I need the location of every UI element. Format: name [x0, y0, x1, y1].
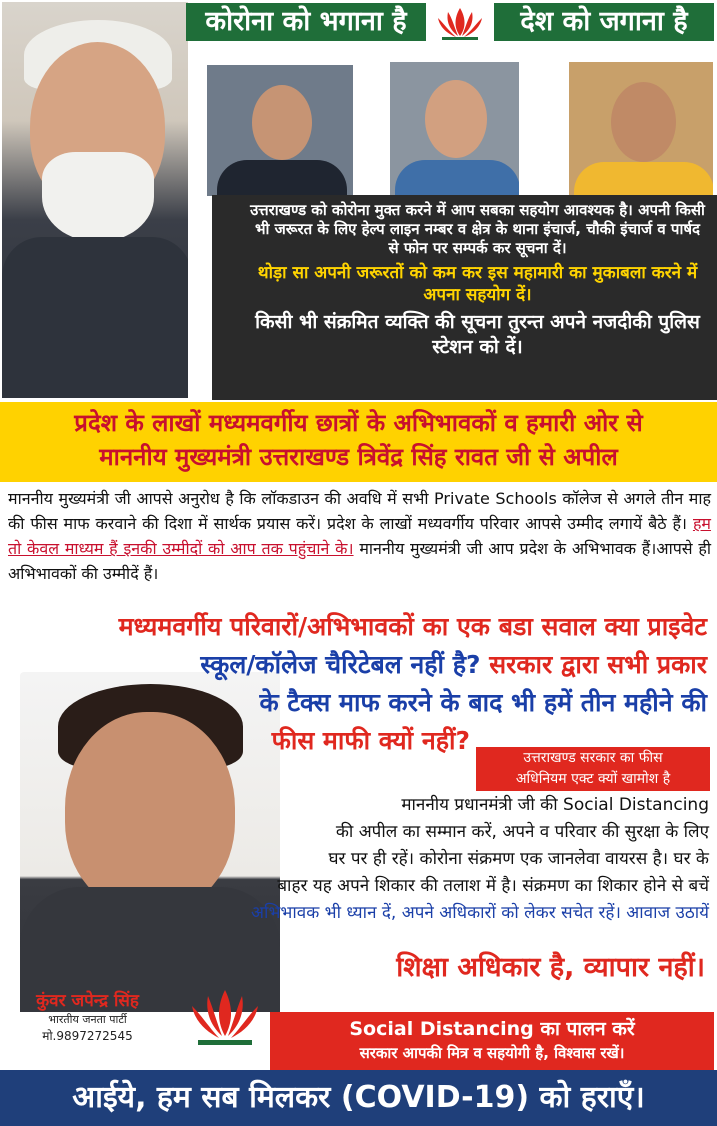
candidate-name: कुंवर जपेन्द्र सिंह — [36, 991, 139, 1011]
message-line-1: उत्तराखण्ड को कोरोना मुक्त करने में आप सबका सहयोग आवश्यक है। अपनी किसी भी जरूरत के लिए हेल्प लाइन नम्बर व क्षेत्र के थाना इंचार्ज, चौकी इंचार्ज व पार्षद से फोन पर सम्पर्क कर सूचना दें। — [250, 201, 705, 257]
distancing-line-2: की अपील का सम्मान करें, अपने व परिवार की सुरक्षा के लिए — [335, 822, 709, 842]
redbox-line-2: सरकार आपकी मित्र व सहयोगी है, विश्वास रखें। — [359, 1044, 625, 1062]
question-line-3: के टैक्स माफ करने के बाद भी हमें तीन महीने की — [259, 688, 707, 717]
headline-band — [0, 402, 717, 482]
footer-banner: आईये, हम सब मिलकर (COVID-19) को हराएँ। — [0, 1070, 717, 1126]
appeal-paragraph — [8, 486, 711, 606]
leader-photo-1 — [205, 63, 355, 198]
distancing-line-4: बाहर यह अपने शिकार की तलाश में है। संक्रमण का शिकार होने से बचें — [277, 876, 709, 896]
slogan: शिक्षा अधिकार है, व्यापार नहीं। — [396, 952, 705, 983]
leader-photo-3 — [567, 60, 715, 198]
appeal-text: माननीय मुख्यमंत्री जी आपसे अनुरोध है कि लॉकडाउन की अवधि में सभी Private Schools कॉलेज से अगले तीन माह की फीस माफ करवाने की दिशा में सार्थक प्रयास करें। प्रदेश के लाखों मध्यवर्गीय परिवार आपसे उम्मीद लगायें बैठे हैं। — [8, 489, 711, 533]
top-banner-right: देश को जगाना है — [494, 3, 714, 41]
candidate-info — [0, 990, 175, 1070]
lotus-icon — [430, 2, 490, 42]
headline-line-1: प्रदेश के लाखों मध्यमवर्गीय छात्रों के अभिभावकों व हमारी ओर से — [74, 409, 643, 437]
badge-line-2: अधिनियम एक्ट क्यों खामोश है — [515, 771, 671, 787]
leaders-message-box — [212, 195, 717, 400]
appeal-closing: माननीय मुख्यमंत्री जी आप प्रदेश के अभिभावक हैं।आपसे ही अभिभावकों की उम्मीदें हैं। — [8, 539, 712, 583]
question-line-1: मध्यमवर्गीय परिवारों/अभिभावकों का एक बडा सवाल क्या प्राइवेट — [118, 612, 707, 641]
badge-line-1: उत्तराखण्ड सरकार का फीस — [523, 750, 663, 766]
leader-portrait-left — [0, 0, 190, 400]
distancing-paragraph — [190, 792, 713, 950]
fee-act-badge — [476, 747, 710, 791]
redbox-line-1: Social Distancing का पालन करें — [349, 1018, 635, 1040]
candidate-mobile: मो.9897272545 — [42, 1029, 133, 1043]
lotus-icon — [182, 982, 268, 1052]
appeal-underlined: हम तो केवल माध्यम हैं इनकी उम्मीदों को आप तक पहुंचाने के। — [8, 514, 712, 558]
question-line-2a: स्कूल/कॉलेज चैरिटेबल नहीं है? — [200, 650, 481, 679]
message-line-2: थोड़ा सा अपनी जरूरतों को कम कर इस महामारी का मुकाबला करने में अपना सहयोग दें। — [257, 263, 698, 305]
distancing-redbox — [270, 1012, 714, 1070]
top-banner-left: कोरोना को भगाना है — [186, 3, 426, 41]
leader-photo-2 — [388, 60, 521, 198]
candidate-party: भारतीय जनता पार्टी — [48, 1013, 127, 1026]
distancing-line-3: घर पर ही रहें। कोरोना संक्रमण एक जानलेवा वायरस है। घर के — [328, 849, 709, 869]
message-line-3: किसी भी संक्रमित व्यक्ति की सूचना तुरन्त अपने नजदीकी पुलिस स्टेशन को दें। — [255, 311, 700, 358]
question-line-4: फीस माफी क्यों नहीं? — [271, 726, 470, 755]
distancing-line-5: अभिभावक भी ध्यान दें, अपने अधिकारों को लेकर सचेत रहें। आवाज उठायें — [251, 903, 709, 923]
question-line-2b: सरकार द्वारा सभी प्रकार — [489, 650, 707, 679]
headline-line-2: माननीय मुख्यमंत्री उत्तराखण्ड त्रिवेंद्र सिंह रावत जी से अपील — [99, 443, 618, 471]
distancing-line-1: माननीय प्रधानमंत्री जी की Social Distancing — [401, 795, 709, 815]
